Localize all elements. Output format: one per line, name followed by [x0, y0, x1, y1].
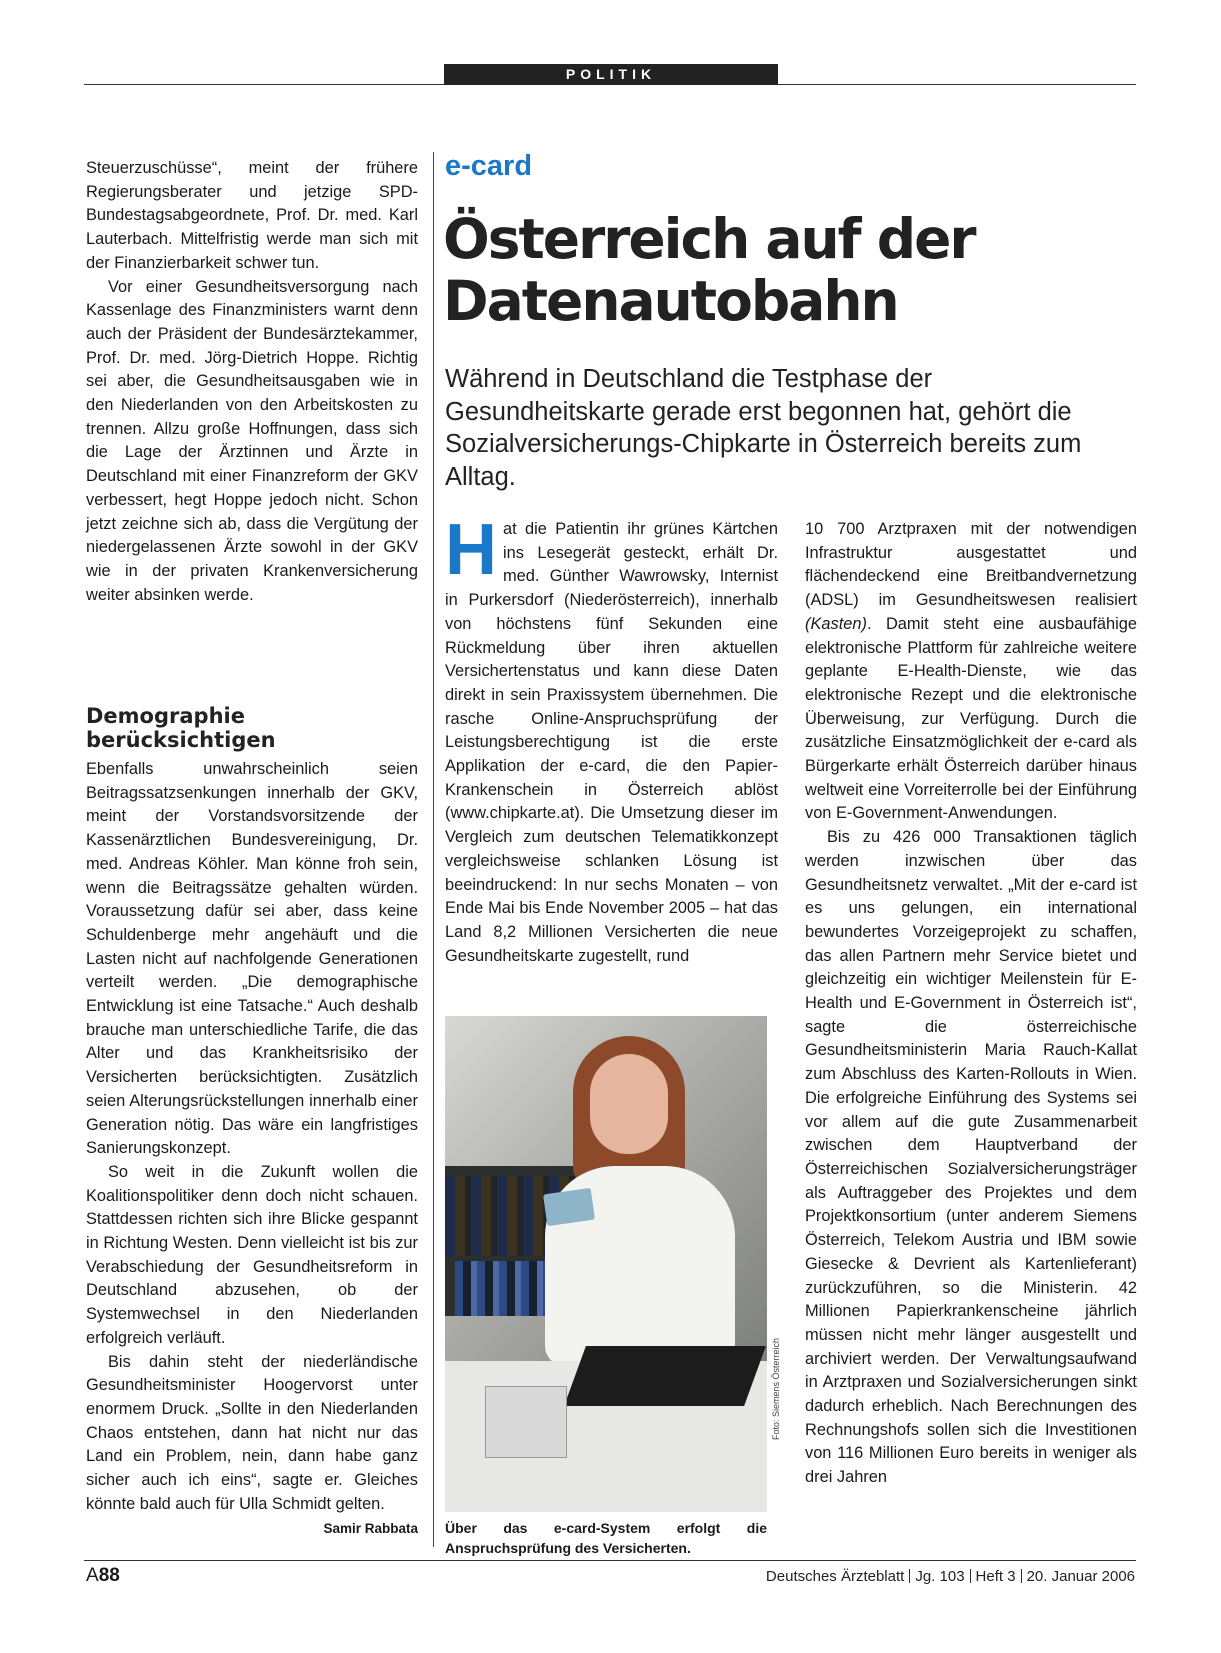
face	[590, 1054, 668, 1154]
paragraph: Vor einer Gesundheitsversorgung nach Kassenlage des Finanzministers warnt denn auch der Präsident der Bundesärztekammer, Prof. Dr. med. Jörg-Dietrich Hoppe. Richtig sei aber, die Gesundheitsausgaben wie in den Niederlanden von den Arbeitskosten zu trennen. Allzu große Hoffnungen, dass sich die Lage der Ärztinnen und Ärzte in Deutschland mit einer Finanzreform der GKV verbessert, hegt Hoppe jedoch nicht. Schon jetzt zeichne sich ab, dass die Vergütung der niedergelassenen Ärzte sowohl in der GKV wie in der privaten Krankenversicherung weiter absinken werde.	[86, 277, 418, 604]
subheading: Demographie berücksichtigen	[86, 704, 276, 752]
body-text: 10 700 Arztpraxen mit der notwendigen Infrastruktur ausgestattet und flächendeckend eine Breitbandvernetzung (ADSL) im Gesundheitswesen realisiert	[805, 520, 1137, 610]
paragraph: Ebenfalls unwahrscheinlich seien Beitragssatzsenkungen innerhalb der GKV, meint der Vorstandsvorsitzende der Kassenärztlichen Bundesvereinigung, Dr. med. Andreas Köhler. Man könne froh sein, wenn die Beitragssätze gehalten würden. Voraussetzung dafür sei aber, dass keine Schuldenberge mehr angehäuft und die Lasten nicht auf nachfolgende Generationen verteilt werden. „Die demographische Entwicklung ist eine Tatsache.“ Auch deshalb brauche man unterschiedliche Tarife, die das Alter und das Krankheitsrisiko der Versicherten berücksichtigten. Zusätzlich seien Alterungsrückstellungen innerhalb einer Generation nötig. Das wäre ein langfristiges Sanierungskonzept.	[86, 760, 418, 1158]
body-text: at die Patientin ihr grünes Kärtchen ins Lesegerät gesteckt, erhält Dr. med. Günther Wawrowsky, Internist in Purkersdorf (Niederösterreich), innerhalb von höchstens fünf Sekunden eine Rückmeldung über ihren aktuellen Versichertenstatus und kann diese Daten direkt in sein Praxissystem übernehmen. Die rasche Online-Anspruchsprüfung der Leistungsberechtigung ist die erste Applikation der e-card, die den Papier-Krankenschein in Österreich ablöst (www.chipkarte.at). Die Umsetzung dieser im Vergleich zum deutschen Telematikkonzept vergleichsweise schlanken Lösung ist beeindruckend: In nur sechs Monaten – von Ende Mai bis Ende November 2005 – hat das Land 8,2 Millionen Versicherten die neue Gesundheitskarte zugestellt, rund	[445, 520, 778, 965]
e-card	[543, 1188, 595, 1226]
paragraph: So weit in die Zukunft wollen die Koalitionspolitiker denn doch nicht schauen. Stattdessen richten sich ihre Blicke gespannt in Richtung Westen. Denn vielleicht ist bis zur Verabschiedung der Gesundheitsreform in Deutschland abzusehen, ob der Systemwechsel in den Niederlanden erfolgreich verläuft.	[86, 1162, 418, 1347]
issue: Heft 3	[975, 1568, 1016, 1585]
page-number	[86, 1565, 120, 1587]
left-column-top	[86, 157, 418, 607]
column-divider	[433, 152, 434, 1547]
keyboard	[564, 1346, 766, 1406]
section-label: POLITIK	[444, 64, 778, 85]
paragraph: Steuerzuschüsse“, meint der frühere Regierungsberater und jetzige SPD-Bundestagsabgeordnete, Prof. Dr. med. Karl Lauterbach. Mittelfristig werde man sich mit der Finanzierbarkeit schwer tun.	[86, 159, 418, 272]
left-column-bottom	[86, 758, 418, 1540]
photo-credit: Foto: Siemens Österreich	[771, 1337, 781, 1440]
card-reader	[485, 1386, 567, 1458]
headline: Österreich auf der Datenautobahn	[443, 207, 975, 333]
kicker: e-card	[445, 150, 533, 182]
paragraph	[86, 1351, 418, 1536]
volume: Jg. 103	[915, 1568, 965, 1585]
kasten-reference: (Kasten)	[805, 614, 867, 633]
publication-name: Deutsches Ärzteblatt	[765, 1568, 905, 1585]
paragraph: Bis zu 426 000 Transaktionen täglich werden inzwischen über das Gesundheitsnetz verwaltet. „Mit der e-card ist es uns gelungen, ein international bewundertes Vorzeigeprojekt zu schaffen, das allen Partnern mehr Service bietet und gleichzeitig ein wichtiger Meilenstein für E-Health und E-Government in Österreich ist“, sagte die österreichische Gesundheitsministerin Maria Rauch-Kallat zum Abschluss des Karten-Rollouts in Wien. Die erfolgreiche Einführung des Systems sei vor allem auf die gute Zusammenarbeit zwischen dem Hauptverband der Österreichischen Sozialversicherungsträger als Auftraggeber des Projektes und dem Projektkonsortium (unter anderem Siemens Österreich, Telekom Austria und IBM sowie Giesecke & Devrient als Kartenlieferant) zurückzuführen, so die Ministerin. 42 Millionen Papierkrankenscheine jährlich müssen nicht mehr länger ausgestellt und archiviert werden. Der Verwaltungsaufwand in Arztpraxen und Sozialversicherungen sinkt dadurch erheblich. Nach Berechnungen des Rechnungshofs sollen sich die Investitionen von 116 Millionen Euro bereits in weniger als drei Jahren	[805, 828, 1137, 1487]
publication-info	[766, 1568, 1135, 1585]
author-name: Samir Rabbata	[323, 1520, 418, 1536]
middle-column	[445, 510, 778, 968]
page-prefix: A	[86, 1565, 99, 1586]
date: 20. Januar 2006	[1026, 1568, 1135, 1585]
right-column	[805, 518, 1137, 1490]
paragraph	[805, 518, 1137, 826]
article-photo	[445, 1016, 767, 1512]
bottom-rule	[84, 1560, 1136, 1561]
page-number-value: 88	[98, 1565, 120, 1586]
drop-cap: H	[445, 510, 497, 590]
paragraph-text: Bis dahin steht der niederländische Gesundheitsminister Hoogervorst unter enormem Druck. „Sollte in den Niederlanden Chaos entstehen, dann hat nicht nur das Land ein Problem, nein, dann habe ganz sicher auch ich eins“, sagte er. Gleiches könnte bald auch für Ulla Schmidt gelten.	[86, 1352, 418, 1513]
body-text: . Damit steht eine ausbaufähige elektronische Plattform für zahlreiche weitere geplante E-Health-Dienste, wie das elektronische Rezept und die elektronische Überweisung, zur Verfügung. Durch die zusätzliche Einsatzmöglichkeit der e-card als Bürgerkarte erhält Österreich darüber hinaus weltweit eine Vorreiterrolle bei der Einführung von E-Government-Anwendungen.	[805, 614, 1137, 823]
photo-caption: Über das e-card-System erfolgt die Anspruchsprüfung des Versicherten.	[445, 1520, 767, 1556]
lead-paragraph: Während in Deutschland die Testphase der Gesundheitskarte gerade erst begonnen hat, gehört die Sozialversicherungs-Chipkarte in Österreich bereits zum Alltag.	[445, 365, 1082, 491]
